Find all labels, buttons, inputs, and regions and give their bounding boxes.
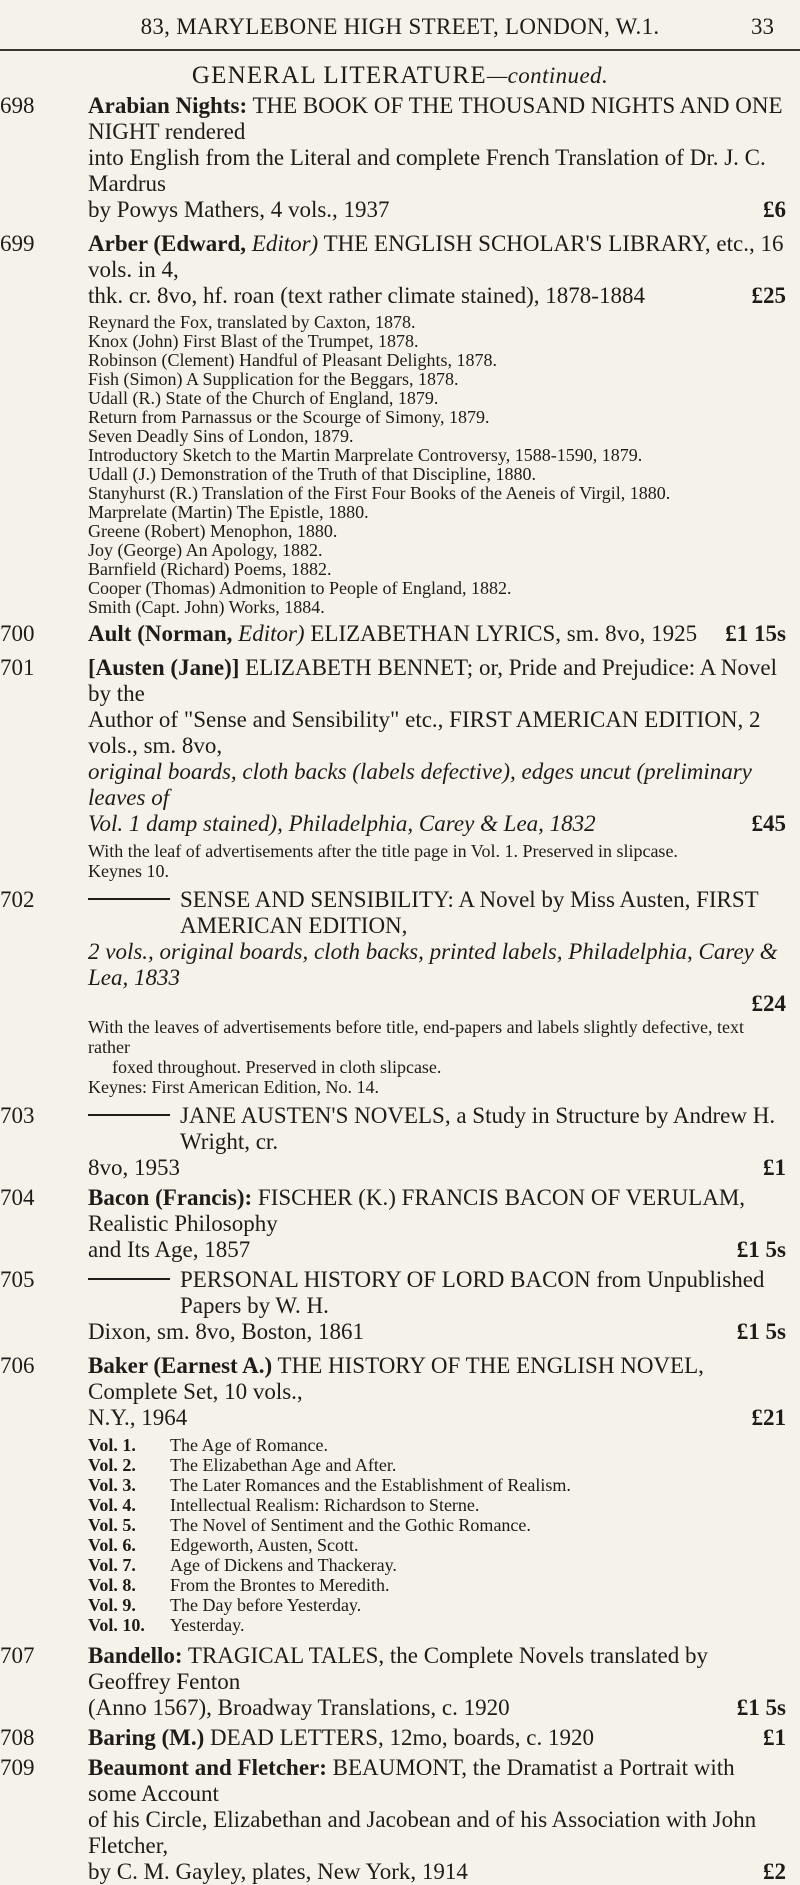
contents-item: Udall (R.) State of the Church of England, 1879. [88, 388, 439, 408]
lot-text: into English from the Literal and complete French Translation of Dr. J. C. Mardrus [88, 145, 766, 196]
header-address: 83, MARYLEBONE HIGH STREET, LONDON, W.1. [140, 14, 660, 39]
lot-text: BEAUMONT, the Dramatist a Portrait with some Account [88, 1755, 735, 1806]
lot-text: (Anno 1567), Broadway Translations, c. 1920 [88, 1695, 510, 1720]
section-heading [0, 62, 800, 90]
lot-price: £1 15s [725, 621, 786, 646]
lot-description [88, 1755, 786, 1885]
lot-number: 702 [0, 887, 35, 912]
lot-number: 709 [0, 1755, 35, 1780]
lot-description [88, 93, 786, 223]
lot-price: £1 5s [736, 1695, 786, 1720]
contents-item: Seven Deadly Sins of London, 1879. [88, 426, 354, 446]
lot-text: SENSE AND SENSIBILITY: A Novel by Miss Austen, FIRST AMERICAN EDITION, [180, 887, 759, 938]
lot-number: 703 [0, 1103, 35, 1128]
lot-price: £25 [751, 283, 786, 308]
volume-item [88, 1475, 786, 1495]
lot-text: TRAGICAL TALES, the Complete Novels translated by Geoffrey Fenton [88, 1643, 708, 1694]
lot-text: ELIZABETHAN LYRICS, sm. 8vo, 1925 [310, 621, 698, 646]
lot-text: ELIZABETH BENNET; or, Pride and Prejudice: A Novel by the [88, 655, 777, 706]
lot-description [88, 1643, 786, 1721]
lot-author: Arabian Nights: [88, 93, 248, 118]
contents-item: Cooper (Thomas) Admonition to People of England, 1882. [88, 578, 512, 598]
lot-number: 706 [0, 1353, 35, 1378]
contents-item: Marprelate (Martin) The Epistle, 1880. [88, 502, 369, 522]
volume-item [88, 1515, 786, 1535]
ditto-dash [88, 1114, 170, 1116]
volume-list [88, 1435, 786, 1635]
header-rule [0, 49, 800, 51]
lot-707 [0, 1643, 800, 1721]
lot-note: With the leaf of advertisements after the title page in Vol. 1. Preserved in slipcase. [88, 841, 678, 861]
lot-description [88, 621, 786, 647]
lot-price: £6 [763, 197, 786, 222]
volume-number: Vol. 1. [88, 1435, 136, 1455]
contents-item: Greene (Robert) Menophon, 1880. [88, 521, 338, 541]
lot-text: original boards, cloth backs (labels defective), edges uncut (preliminary leaves of [88, 759, 752, 810]
contents-item: Udall (J.) Demonstration of the Truth of that Discipline, 1880. [88, 464, 536, 484]
contents-item: Joy (George) An Apology, 1882. [88, 540, 323, 560]
contents-item: Return from Parnassus or the Scourge of Simony, 1879. [88, 407, 490, 427]
lot-709 [0, 1755, 800, 1885]
volume-title: Intellectual Realism: Richardson to Sterne. [170, 1495, 480, 1515]
ditto-dash [88, 898, 170, 900]
lot-price: £1 5s [736, 1319, 786, 1344]
lot-text: PERSONAL HISTORY OF LORD BACON from Unpublished Papers by W. H. [180, 1267, 765, 1318]
lot-702 [0, 887, 800, 1097]
volume-item [88, 1455, 786, 1475]
lot-number: 707 [0, 1643, 35, 1668]
lot-number: 701 [0, 655, 35, 680]
volume-title: The Day before Yesterday. [170, 1595, 362, 1615]
volume-title: The Age of Romance. [170, 1435, 328, 1455]
ditto-dash [88, 1278, 170, 1280]
lot-description [88, 1267, 786, 1345]
lot-number: 708 [0, 1725, 35, 1750]
lot-text: DEAD LETTERS, 12mo, boards, c. 1920 [210, 1725, 594, 1750]
lot-price: £45 [751, 811, 786, 836]
volume-item [88, 1435, 786, 1455]
lot-note: With the leaves of advertisements before title, end-papers and labels slightly defective, text rather [88, 1017, 745, 1057]
volume-title: Yesterday. [170, 1615, 245, 1635]
lot-author: Bacon (Francis): [88, 1185, 253, 1210]
lot-text: by Powys Mathers, 4 vols., 1937 [88, 197, 390, 222]
volume-title: Age of Dickens and Thackeray. [170, 1555, 397, 1575]
lot-705 [0, 1267, 800, 1345]
lot-author: [Austen (Jane)] [88, 655, 240, 680]
lot-text: by C. M. Gayley, plates, New York, 1914 [88, 1859, 468, 1884]
volume-item [88, 1495, 786, 1515]
volume-title: The Novel of Sentiment and the Gothic Romance. [170, 1515, 531, 1535]
lot-note: foxed throughout. Preserved in cloth slipcase. [112, 1057, 442, 1077]
contents-list [88, 313, 786, 617]
lot-author: Beaumont and Fletcher: [88, 1755, 327, 1780]
lot-text: of his Circle, Elizabethan and Jacobean and of his Association with John Fletcher, [88, 1807, 757, 1858]
lot-text: Vol. 1 damp stained), Philadelphia, Carey & Lea, 1832 [88, 811, 596, 836]
lot-description [88, 887, 786, 1017]
lot-text: and Its Age, 1857 [88, 1237, 251, 1262]
volume-title: The Elizabethan Age and After. [170, 1455, 397, 1475]
volume-number: Vol. 4. [88, 1495, 136, 1515]
lot-text: Author of "Sense and Sensibility" etc., FIRST AMERICAN EDITION, 2 vols., sm. 8vo, [88, 707, 761, 758]
contents-item: Stanyhurst (R.) Translation of the First Four Books of the Aeneis of Virgil, 1880. [88, 483, 671, 503]
volume-number: Vol. 7. [88, 1555, 136, 1575]
contents-item: Barnfield (Richard) Poems, 1882. [88, 559, 332, 579]
lot-description [88, 1725, 786, 1751]
volume-number: Vol. 8. [88, 1575, 136, 1595]
volume-number: Vol. 3. [88, 1475, 136, 1495]
volume-title: From the Brontes to Meredith. [170, 1575, 390, 1595]
lot-text: 8vo, 1953 [88, 1155, 180, 1180]
lot-price: £2 [763, 1859, 786, 1884]
volume-item [88, 1615, 786, 1635]
lot-text: JANE AUSTEN'S NOVELS, a Study in Structure by Andrew H. Wright, cr. [180, 1103, 776, 1154]
lot-price: £1 [763, 1725, 786, 1750]
volume-title: Edgeworth, Austen, Scott. [170, 1535, 359, 1555]
lot-number: 705 [0, 1267, 35, 1292]
lot-author: Baker (Earnest A.) [88, 1353, 273, 1378]
lot-description [88, 231, 786, 309]
lot-701 [0, 655, 800, 881]
volume-number: Vol. 5. [88, 1515, 136, 1535]
lot-description [88, 1353, 786, 1431]
lot-text: N.Y., 1964 [88, 1405, 188, 1430]
lot-note: Keynes 10. [88, 861, 169, 881]
volume-item [88, 1575, 786, 1595]
volume-number: Vol. 9. [88, 1595, 136, 1615]
lot-editor: Editor) [238, 621, 305, 646]
lot-price: £24 [751, 991, 786, 1016]
volume-title: The Later Romances and the Establishment of Realism. [170, 1475, 571, 1495]
lot-text: thk. cr. 8vo, hf. roan (text rather climate stained), 1878-1884 [88, 283, 645, 308]
lot-editor: Editor) [251, 231, 319, 256]
volume-item [88, 1595, 786, 1615]
lot-price: £1 5s [736, 1237, 786, 1262]
volume-item [88, 1555, 786, 1575]
lot-text: THE HISTORY OF THE ENGLISH NOVEL, Complete Set, 10 vols., [88, 1353, 704, 1404]
lot-author: Ault (Norman, [88, 621, 233, 646]
lot-number: 698 [0, 93, 35, 118]
lot-698 [0, 93, 800, 223]
lot-text: 2 vols., original boards, cloth backs, printed labels, Philadelphia, Carey & Lea, 1833 [88, 939, 778, 990]
lot-description [88, 1185, 786, 1263]
lot-number: 699 [0, 231, 35, 256]
lot-text: THE ENGLISH SCHOLAR'S LIBRARY, etc., 16 vols. in 4, [88, 231, 784, 282]
lot-author: Baring (M.) [88, 1725, 205, 1750]
lot-706 [0, 1353, 800, 1635]
contents-item: Smith (Capt. John) Works, 1884. [88, 597, 325, 617]
lot-number: 700 [0, 621, 35, 646]
lot-700 [0, 621, 800, 647]
volume-item [88, 1535, 786, 1555]
lot-description [88, 655, 786, 837]
page-header [0, 14, 800, 40]
lot-703 [0, 1103, 800, 1181]
lot-number: 704 [0, 1185, 35, 1210]
volume-number: Vol. 6. [88, 1535, 136, 1555]
contents-item: Robinson (Clement) Handful of Pleasant Delights, 1878. [88, 350, 497, 370]
contents-item: Reynard the Fox, translated by Caxton, 1878. [88, 312, 416, 332]
lot-708 [0, 1725, 800, 1751]
lot-text: FISCHER (K.) FRANCIS BACON OF VERULAM, Realistic Philosophy [88, 1185, 746, 1236]
lot-699 [0, 231, 800, 617]
volume-number: Vol. 10. [88, 1615, 145, 1635]
contents-item: Knox (John) First Blast of the Trumpet, 1878. [88, 331, 419, 351]
section-suffix: —continued. [486, 63, 609, 88]
lot-text: THE BOOK OF THE THOUSAND NIGHTS AND ONE NIGHT rendered [88, 93, 783, 144]
volume-number: Vol. 2. [88, 1455, 136, 1475]
lot-author: Arber (Edward, [88, 231, 247, 256]
section-title: GENERAL LITERATURE [191, 62, 487, 89]
lot-description [88, 1103, 786, 1181]
lot-author: Bandello: [88, 1643, 183, 1668]
contents-item: Introductory Sketch to the Martin Marprelate Controversy, 1588-1590, 1879. [88, 445, 643, 465]
lot-price: £21 [751, 1405, 786, 1430]
lot-note: Keynes: First American Edition, No. 14. [88, 1077, 379, 1097]
lot-704 [0, 1185, 800, 1263]
contents-item: Fish (Simon) A Supplication for the Beggars, 1878. [88, 369, 459, 389]
lot-text: Dixon, sm. 8vo, Boston, 1861 [88, 1319, 365, 1344]
lot-price: £1 [763, 1155, 786, 1180]
page-number: 33 [751, 14, 774, 39]
catalogue-entries [0, 93, 800, 1885]
